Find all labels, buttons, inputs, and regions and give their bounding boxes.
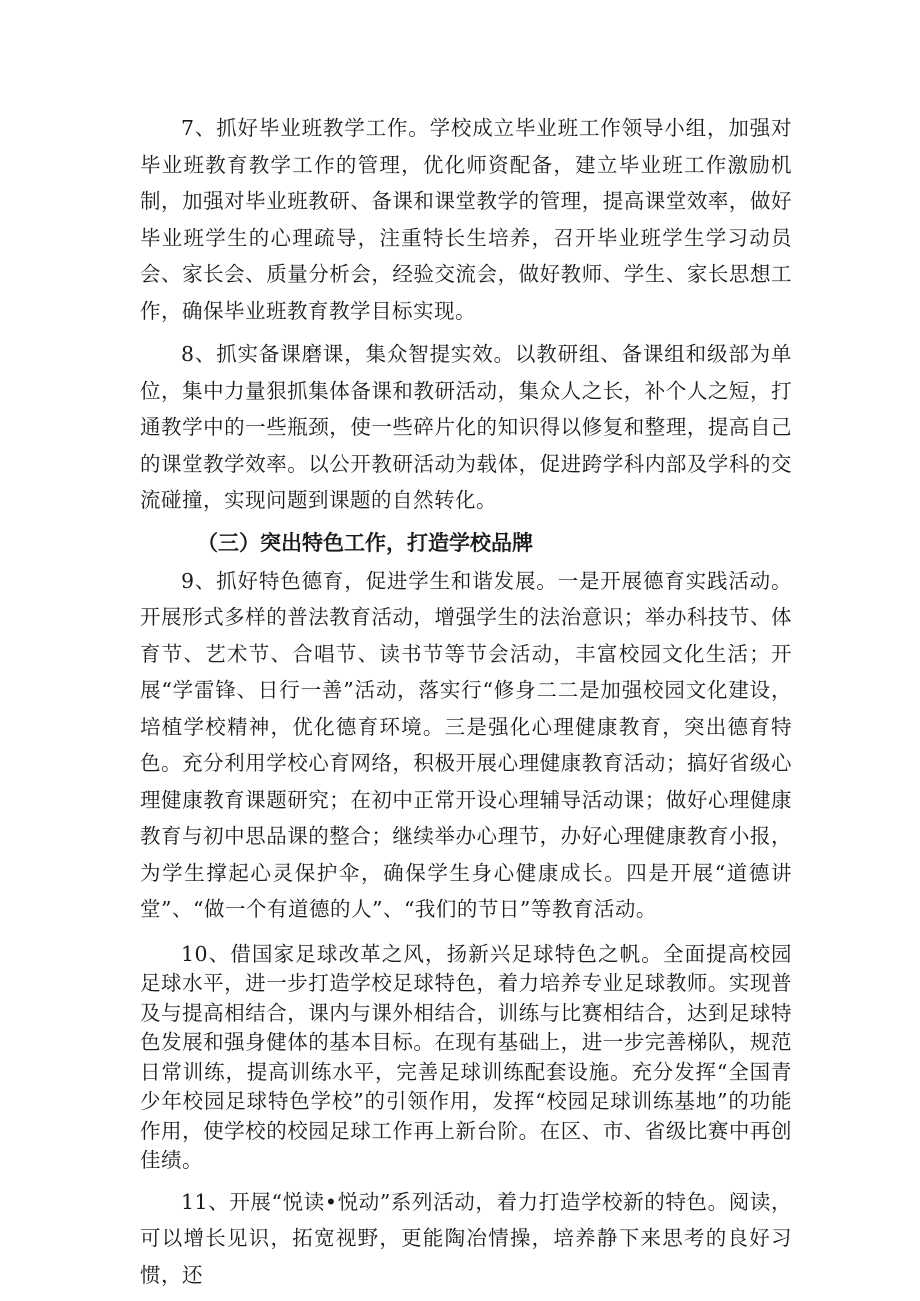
paragraph-10: 10、借国家足球改革之风，扬新兴足球特色之帆。全面提高校园足球水平，进一步打造学校足球特色，着力培养专业足球教师。实现普及与提高相结合，课内与课外相结合，训练与比赛相结合，达到足球特色发展和强身健体的基本目标。在现有基础上，进一步完善梯队，规范日常训练，提高训练水平，完善足球训练配套设施。充分发挥“全国青少年校园足球特色学校”的引领作用，发挥“校园足球训练基地”的功能作用，使学校的校园足球工作再上新台阶。在区、市、省级比赛中再创佳绩。: [140, 941, 792, 1172]
paragraph-8: 8、抓实备课磨课，集众智提实效。以教研组、备课组和级部为单位，集中力量狠抓集体备课和教研活动，集众人之长，补个人之短，打通教学中的一些瓶颈，使一些碎片化的知识得以修复和整理，提高自己的课堂教学效率。以公开教研活动为载体，促进跨学科内部及学科的交流碰撞，实现问题到课题的自然转化。: [140, 342, 792, 512]
paragraph-11: 11、开展“悦读•悦动”系列活动，着力打造学校新的特色。阅读，可以增长见识，拓宽视野，更能陶冶情操，培养静下来思考的良好习惯，还: [140, 1189, 792, 1287]
paragraph-9: 9、抓好特色德育，促进学生和谐发展。一是开展德育实践活动。开展形式多样的普法教育活动，增强学生的法治意识；举办科技节、体育节、艺术节、合唱节、读书节等节会活动，丰富校园文化生活；开展“学雷锋、日行一善”活动，落实行“修身二二是加强校园文化建设，培植学校精神，优化德育环境。三是强化心理健康教育，突出德育特色。充分利用学校心育网络，积极开展心理健康教育活动；搞好省级心理健康教育课题研究；在初中正常开设心理辅导活动课；做好心理健康教育与初中思品课的整合；继续举办心理节，办好心理健康教育小报，为学生撑起心灵保护伞，确保学生身心健康成长。四是开展“道德讲堂”、“做一个有道德的人”、“我们的节日”等教育活动。: [140, 568, 792, 921]
document-page: [140, 110, 792, 1293]
paragraph-7: 7、抓好毕业班教学工作。学校成立毕业班工作领导小组，加强对毕业班教育教学工作的管理，优化师资配备，建立毕业班工作激励机制，加强对毕业班教研、备课和课堂教学的管理，提高课堂效率，做好毕业班学生的心理疏导，注重特长生培养，召开毕业班学生学习动员会、家长会、质量分析会，经验交流会，做好教师、学生、家长思想工作，确保毕业班教育教学目标实现。: [140, 116, 792, 323]
section-heading-3: （三）突出特色工作，打造学校品牌: [197, 530, 533, 555]
